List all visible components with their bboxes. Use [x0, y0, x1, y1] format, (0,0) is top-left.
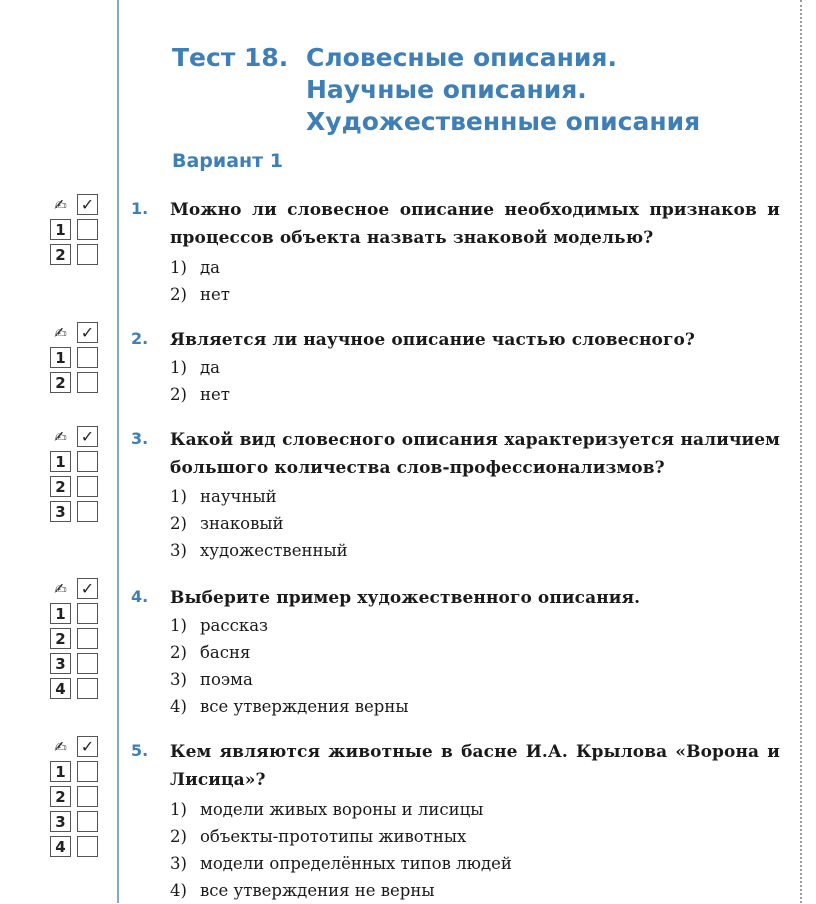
- option-text: нет: [200, 285, 230, 304]
- options-list: [170, 483, 348, 564]
- answer-checkbox[interactable]: [77, 476, 98, 497]
- option-number: 2): [170, 643, 187, 662]
- test-label: Тест 18.: [172, 43, 289, 72]
- title-line-3: Художественные описания: [306, 107, 701, 136]
- pencil-icon: ✍: [54, 579, 67, 598]
- option-item: [170, 693, 409, 720]
- pencil-icon: ✍: [54, 323, 67, 342]
- option-number-box: 3: [50, 501, 71, 522]
- option-text: все утверждения верны: [200, 697, 409, 716]
- answer-checkbox[interactable]: [77, 244, 98, 265]
- option-item: [170, 850, 512, 877]
- option-text: да: [200, 358, 220, 377]
- page-cut-border: [800, 0, 802, 903]
- option-text: басня: [200, 643, 251, 662]
- option-number: 1): [170, 800, 187, 819]
- answer-row: [50, 653, 98, 678]
- variant-heading: Вариант 1: [172, 150, 284, 172]
- option-number-box: 4: [50, 678, 71, 699]
- option-item: [170, 510, 348, 537]
- option-number: 4): [170, 697, 187, 716]
- answer-row: [50, 811, 98, 836]
- answer-checkbox[interactable]: [77, 451, 98, 472]
- option-number-box: 3: [50, 811, 71, 832]
- answer-boxes: [50, 578, 98, 703]
- question-number: 5.: [131, 741, 149, 760]
- answer-row: [50, 372, 98, 397]
- answer-boxes: [50, 736, 98, 861]
- option-text: да: [200, 258, 220, 277]
- answer-header-row: [50, 194, 98, 219]
- title-line-2: Научные описания.: [306, 75, 587, 104]
- option-item: [170, 796, 512, 823]
- option-number: 2): [170, 285, 187, 304]
- answer-row: [50, 628, 98, 653]
- answer-row: [50, 244, 98, 269]
- question-text: Можно ли словесное описание необходимых признаков и процессов объекта назвать знаковой моделью?: [170, 200, 780, 248]
- test-title: [172, 42, 700, 138]
- option-number: 1): [170, 616, 187, 635]
- options-list: [170, 796, 512, 904]
- option-item: [170, 354, 230, 381]
- answer-checkbox[interactable]: [77, 786, 98, 807]
- option-number: 3): [170, 854, 187, 873]
- option-text: модели живых вороны и лисицы: [200, 800, 484, 819]
- option-number: 3): [170, 670, 187, 689]
- answer-header-row: [50, 736, 98, 761]
- option-text: модели определённых типов людей: [200, 854, 512, 873]
- option-item: [170, 381, 230, 408]
- option-item: [170, 254, 230, 281]
- answer-row: [50, 761, 98, 786]
- option-number-box: 1: [50, 603, 71, 624]
- pencil-icon: ✍: [54, 737, 67, 756]
- option-number-box: 2: [50, 372, 71, 393]
- check-icon: ✓: [77, 578, 98, 599]
- option-number: 2): [170, 514, 187, 533]
- option-number-box: 1: [50, 347, 71, 368]
- option-text: нет: [200, 385, 230, 404]
- answer-checkbox[interactable]: [77, 678, 98, 699]
- question-number: 2.: [131, 329, 149, 348]
- check-icon: ✓: [77, 322, 98, 343]
- option-number: 3): [170, 541, 187, 560]
- question-text: Выберите пример художественного описания.: [170, 588, 641, 608]
- option-number: 4): [170, 881, 187, 900]
- option-number-box: 3: [50, 653, 71, 674]
- answer-checkbox[interactable]: [77, 372, 98, 393]
- option-item: [170, 483, 348, 510]
- option-number-box: 1: [50, 761, 71, 782]
- answer-row: [50, 451, 98, 476]
- answer-boxes: [50, 322, 98, 397]
- option-number: 2): [170, 827, 187, 846]
- pencil-icon: ✍: [54, 195, 67, 214]
- answer-checkbox[interactable]: [77, 628, 98, 649]
- option-item: [170, 537, 348, 564]
- option-number: 2): [170, 385, 187, 404]
- option-number-box: 2: [50, 786, 71, 807]
- option-text: объекты-прототипы животных: [200, 827, 467, 846]
- option-text: художественный: [200, 541, 348, 560]
- title-line-1: Словесные описания.: [306, 43, 617, 72]
- options-list: [170, 254, 230, 308]
- option-number-box: 1: [50, 219, 71, 240]
- option-number: 1): [170, 487, 187, 506]
- check-icon: ✓: [77, 426, 98, 447]
- option-text: знаковый: [200, 514, 284, 533]
- option-number: 1): [170, 358, 187, 377]
- answer-boxes: [50, 426, 98, 526]
- answer-checkbox[interactable]: [77, 811, 98, 832]
- answer-checkbox[interactable]: [77, 501, 98, 522]
- answer-row: [50, 501, 98, 526]
- option-number: 1): [170, 258, 187, 277]
- question-number: 1.: [131, 199, 149, 218]
- option-item: [170, 877, 512, 904]
- option-number-box: 2: [50, 476, 71, 497]
- answer-row: [50, 678, 98, 703]
- answer-row: [50, 347, 98, 372]
- answer-header-row: [50, 578, 98, 603]
- question-text: Кем являются животные в басне И.А. Крылова «Ворона и Лисица»?: [170, 742, 780, 790]
- answer-row: [50, 603, 98, 628]
- options-list: [170, 612, 409, 720]
- option-item: [170, 612, 409, 639]
- answer-boxes: [50, 194, 98, 269]
- options-list: [170, 354, 230, 408]
- answer-header-row: [50, 426, 98, 451]
- option-number-box: 2: [50, 628, 71, 649]
- question-number: 4.: [131, 587, 149, 606]
- answer-row: [50, 476, 98, 501]
- answer-header-row: [50, 322, 98, 347]
- check-icon: ✓: [77, 194, 98, 215]
- option-number-box: 2: [50, 244, 71, 265]
- option-text: поэма: [200, 670, 253, 689]
- answer-checkbox[interactable]: [77, 347, 98, 368]
- answer-row: [50, 786, 98, 811]
- pencil-icon: ✍: [54, 427, 67, 446]
- option-text: научный: [200, 487, 277, 506]
- option-number-box: 4: [50, 836, 71, 857]
- check-icon: ✓: [77, 736, 98, 757]
- option-item: [170, 823, 512, 850]
- answer-checkbox[interactable]: [77, 603, 98, 624]
- question-number: 3.: [131, 429, 149, 448]
- option-text: все утверждения не верны: [200, 881, 435, 900]
- option-item: [170, 666, 409, 693]
- option-item: [170, 281, 230, 308]
- question-text: Какой вид словесного описания характеризуется наличием большого количества слов-профессионализмов?: [170, 430, 780, 478]
- option-item: [170, 639, 409, 666]
- answer-checkbox[interactable]: [77, 219, 98, 240]
- answer-checkbox[interactable]: [77, 653, 98, 674]
- answer-row: [50, 836, 98, 861]
- answer-checkbox[interactable]: [77, 836, 98, 857]
- answer-checkbox[interactable]: [77, 761, 98, 782]
- page-margin-line: [117, 0, 119, 903]
- option-number-box: 1: [50, 451, 71, 472]
- option-text: рассказ: [200, 616, 269, 635]
- question-text: Является ли научное описание частью словесного?: [170, 330, 695, 350]
- answer-row: [50, 219, 98, 244]
